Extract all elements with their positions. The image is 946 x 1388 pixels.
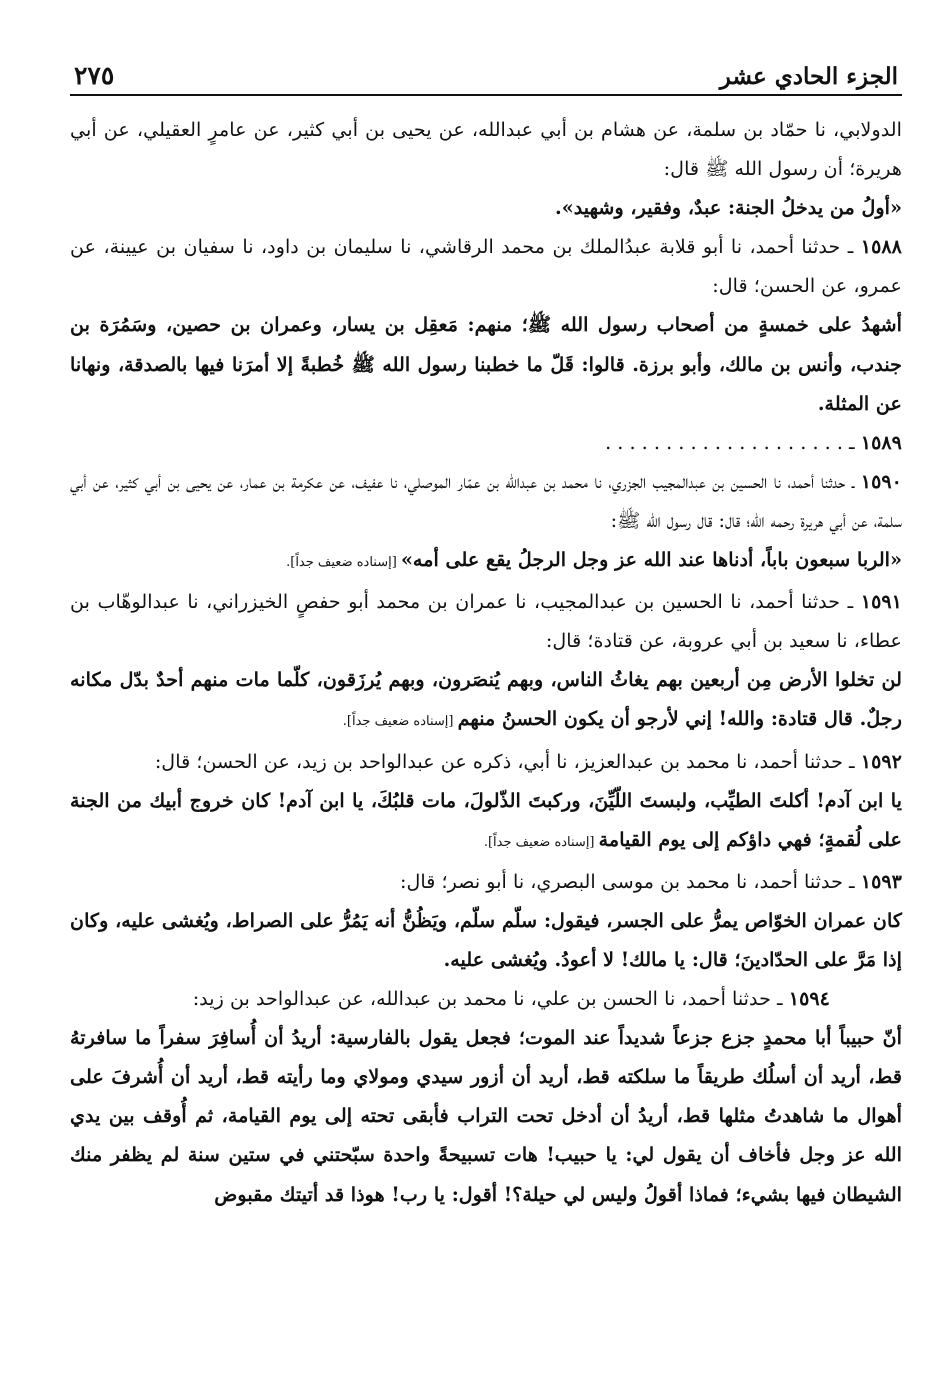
hadith-1591: ١٥٩١ ـ حدثنا أحمد، نا الحسين بن عبدالمجيب، نا عمران بن محمد أبو حفصٍ الخيزراني، نا عبدالوهّاب بن عطاء، نا سعيد بن أبي عروبة، عن قتادة؛ قال: [70,590,902,653]
isnad-note: [إسناده ضعيف جداً]. [342,714,458,730]
hadith-number: ١٥٩٢ [860,749,902,773]
page-header [70,40,902,96]
hadith-number: ١٥٩٣ [860,869,902,893]
hadith-number: ١٥٨٩ [860,430,902,454]
hadith-text-1593: كان عمران الخوّاص يمرُّ على الجسر، فيقول: سلّم سلّم، ويَظُنُّ أنه يَمُرُّ على الصراط، ويُغشى عليه، وكان إذا مَرَّ على الحدّادينَ؛ قال: يا مالك! لا أعودُ. ويُغشى عليه. [70,908,902,971]
hadith-number: ١٥٨٨ [860,235,902,259]
hadith-1589: ١٥٨٩ ـ . . . . . . . . . . . . . . . . . . . . [605,430,902,454]
hadith-text-1588: أشهدُ على خمسةٍ من أصحاب رسول الله ﷺ؛ منهم: مَعقِل بن يسار، وعمران بن حصين، وسَمُرَة بن جندب، وأنس بن مالك، وأبو برزة. قالوا: قَلّ ما خطبنا رسول الله ﷺ خُطبةً إلا أمرَنا فيها بالصدقة، ونهانا عن المثلة. [70,313,902,415]
hadith-text-1592: يا ابن آدم! أكلتَ الطيِّب، ولبستَ اللّيِّنَ، وركبتَ الذّلولَ، مات قلبُكَ، يا ابن آدم! كان خروج أبيك من الجنة على لُقمةٍ؛ فهي داؤكم إلى يوم القيامة [إسناده ضعيف جداً]. [70,788,902,851]
hadith-text-1587: «أولُ من يدخلُ الجنة: عبدٌ، وفقير، وشهيد». [555,196,902,220]
hadith-number: ١٥٩٠ [860,469,902,493]
page-number: ٢٧٥ [74,61,115,90]
hadith-1592: ١٥٩٢ ـ حدثنا أحمد، نا محمد بن عبدالعزيز، نا أبي، ذكره عن عبدالواحد بن زيد، عن الحسن؛ قال: [154,749,902,773]
page-body [70,110,902,1214]
hadith-number: ١٥٩١ [860,590,902,614]
hadith-text-1594: أنّ حبيباً أبا محمدٍ جزع جزعاً شديداً عند الموت؛ فجعل يقول بالفارسية: أريدُ أن أُسافِرَ سفراً ما سافرتهُ قط، أريد أن أسلُك طريقاً ما سلكته قط، أريد أن أزور سيدي ومولاي وما رأيته قط، أريد أن أُشرفَ على أهوال ما شاهدتُ مثلها قط، أريدُ أن أدخل تحت التراب فأبقى تحته إلى يوم القيامة، ثم أُوقف بين يدي الله عز وجل فأخاف أن يقول لي: يا حبيب! هات تسبيحةً واحدة سبّحتني في ستين سنة لم يظفر منك الشيطان فيها بشيء؛ فماذا أقولُ وليس لي حيلة؟! أقول: يا رب! هوذا قد أتيتك مقبوض [70,1026,902,1206]
running-title: الجزء الحادي عشر [719,63,898,90]
hadith-1590: ١٥٩٠ ـ حدثنا أحمد، نا الحسين بن عبدالمجيب الجزري، نا محمد بن عبدالله بن عمّار الموصلي، نا عفيف، عن عكرمة بن عمار، عن يحيى بن أبي كثير، عن أبي سلمة، عن أبي هريرة رحمه الله؛ قال: قال رسول الله ﷺ: [70,469,902,532]
hadith-1588: ١٥٨٨ ـ حدثنا أحمد، نا أبو قلابة عبدُالملك بن محمد الرقاشي، نا سليمان بن داود، نا سفيان بن عيينة، عن عمرو، عن الحسن؛ قال: [70,235,902,298]
hadith-number: ١٥٩٤ [788,987,830,1011]
hadith-text-1590: «الربا سبعون باباً، أدناها عند الله عز وجل الرجلُ يقع على أمه» [إسناده ضعيف جداً]. [286,548,902,572]
hadith-1593: ١٥٩٣ ـ حدثنا أحمد، نا محمد بن موسى البصري، نا أبو نصر؛ قال: [400,869,902,893]
isnad-note: [إسناده ضعيف جداً]. [483,834,599,850]
hadith-text-1591: لن تخلوا الأرض مِن أربعين بهم يغاثُ الناس، وبهم يُنصَرون، وبهم يُرزَقون، كلّما مات منهم أحدٌ بدّل مكانه رجلٌ. قال قتادة: والله! إني لأرجو أن يكون الحسنُ منهم [إسناده ضعيف جداً]. [70,668,902,731]
isnad-note: [إسناده ضعيف جداً]. [286,555,401,571]
paragraph-1: الدولابي، نا حمّاد بن سلمة، عن هشام بن أبي عبدالله، عن يحيى بن أبي كثير، عن عامرٍ العقيلي، عن أبي هريرة؛ أن رسول الله ﷺ قال: [70,118,902,181]
hadith-1594: ١٥٩٤ ـ حدثنا أحمد، نا الحسن بن علي، نا محمد بن عبدالله، عن عبدالواحد بن زيد: [192,987,830,1011]
